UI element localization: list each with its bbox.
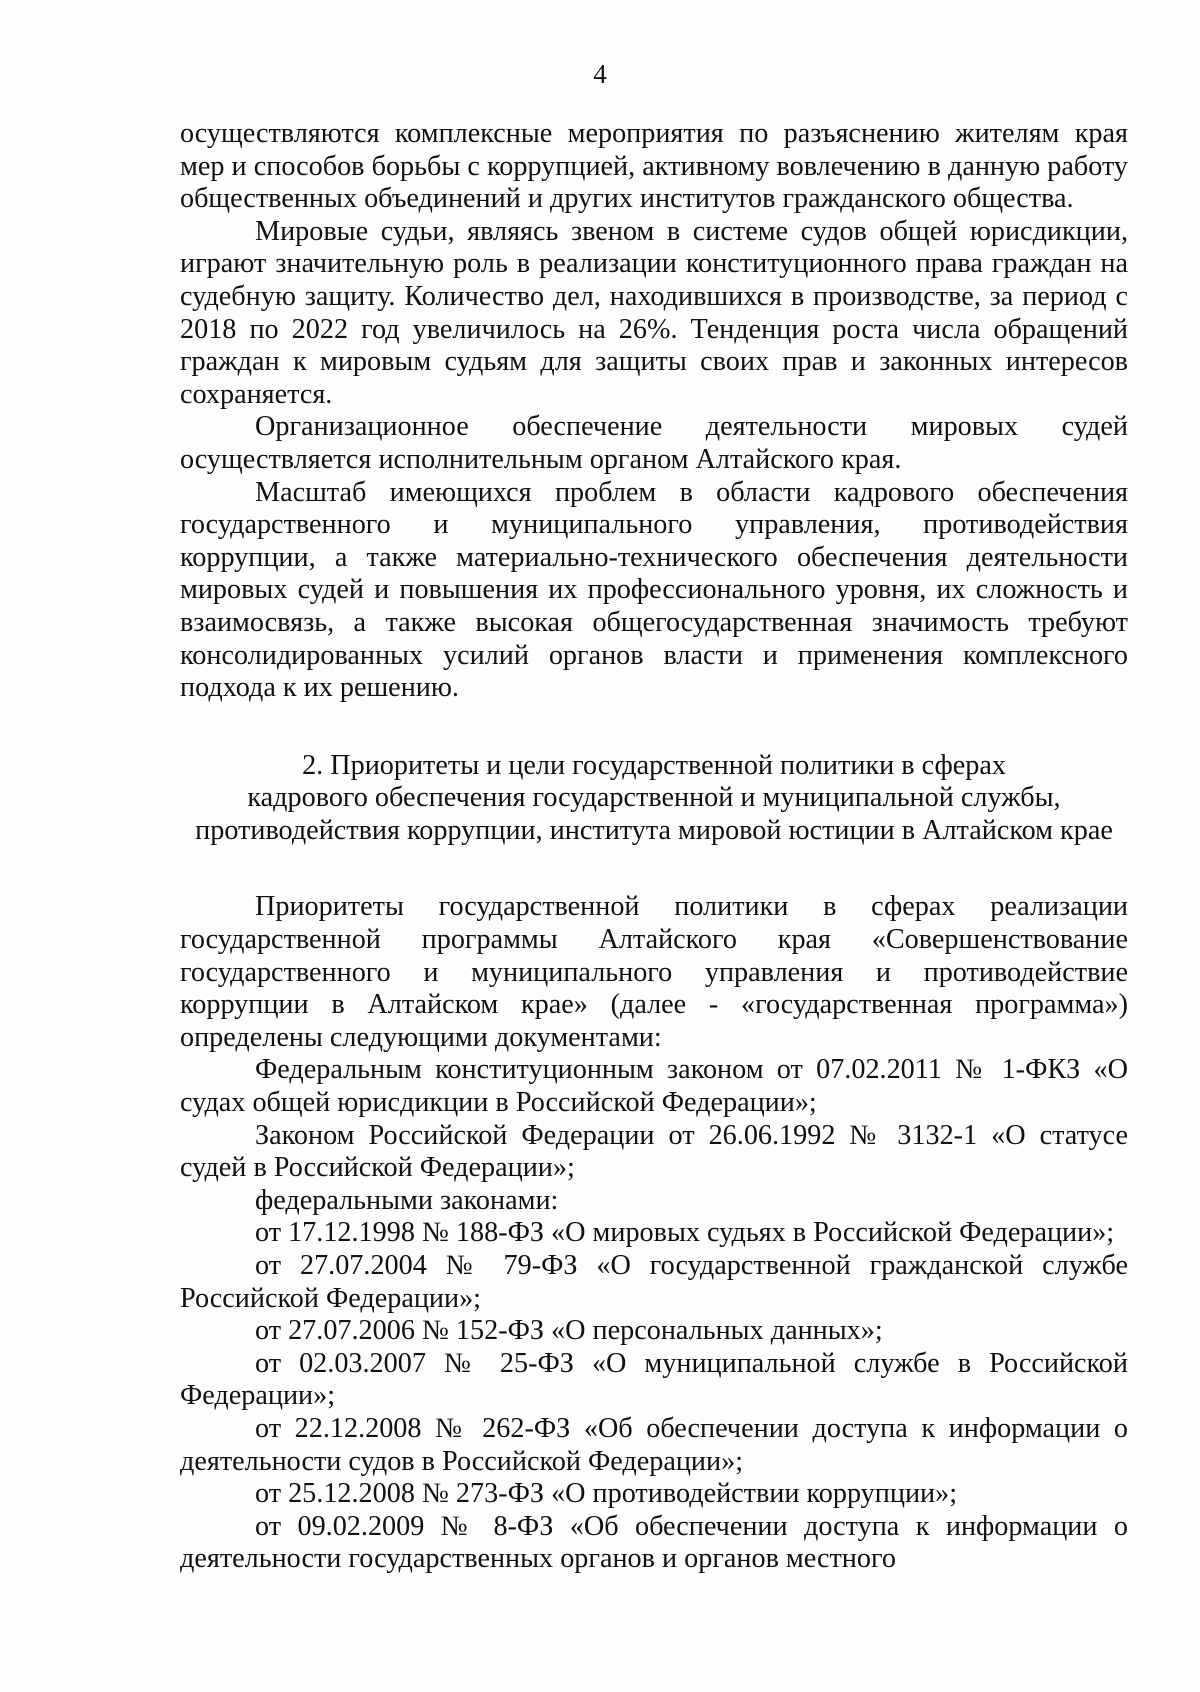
paragraph: Масштаб имеющихся проблем в области кадрового обеспечения государственного и муниципального управления, противодействия коррупции, а также материально-технического обеспечения деятельности мировых судей и повышения их профессионального уровня, их сложность и взаимосвязь, а также высокая общегосударственная значимость требуют консолидированных усилий органов власти и применения комплексного подхода к их решению. [180,476,1128,704]
paragraph: Организационное обеспечение деятельности мировых судей осуществляется исполнительным органом Алтайского края. [180,411,1128,475]
section-heading-line: 2. Приоритеты и цели государственной политики в сферах [302,749,1006,781]
section-heading-line: противодействия коррупции, института мировой юстиции в Алтайском крае [195,814,1113,846]
legal-reference: от 27.07.2004 № 79-ФЗ «О государственной гражданской службе Российской Федерации»; [180,1250,1128,1314]
legal-reference: от 17.12.1998 № 188-ФЗ «О мировых судьях в Российской Федерации»; [255,1217,1115,1249]
legal-reference: Федеральным конституционным законом от 07.02.2011 № 1-ФКЗ «О судах общей юрисдикции в Российской Федерации»; [180,1054,1128,1119]
paragraph: Приоритеты государственной политики в сферах реализации государственной программы Алтайского края «Совершенствование государственного и муниципального управления и противодействие коррупции в Алтайском крае» (далее - «государственная программа») определены следующими документами: [180,891,1128,1053]
page-number: 4 [593,59,607,89]
legal-reference: от 22.12.2008 № 262-ФЗ «Об обеспечении доступа к информации о деятельности судов в Российской Федерации»; [180,1412,1128,1477]
document-body [180,118,1128,1576]
paragraph: федеральными законами: [255,1184,559,1216]
section-heading [180,750,1128,848]
legal-reference: от 25.12.2008 № 273-ФЗ «О противодействии коррупции»; [255,1478,958,1510]
section-heading-line: кадрового обеспечения государственной и муниципальной службы, [247,782,1061,814]
legal-reference: Законом Российской Федерации от 26.06.1992 № 3132-1 «О статусе судей в Российской Федерации»; [180,1119,1128,1184]
legal-reference: от 09.02.2009 № 8-ФЗ «Об обеспечении доступа к информации о деятельности государственных органов и органов местного [180,1510,1128,1575]
legal-reference: от 02.03.2007 № 25-ФЗ «О муниципальной службе в Российской Федерации»; [180,1347,1128,1412]
paragraph: осуществляются комплексные мероприятия по разъяснению жителям края мер и способов борьбы с коррупцией, активному вовлечению в данную работу общественных объединений и других институтов гражданского общества. [180,118,1128,215]
paragraph: Мировые судьи, являясь звеном в системе судов общей юрисдикции, играют значительную роль в реализации конституционного права граждан на судебную защиту. Количество дел, находившихся в производстве, за период с 2018 по 2022 год увеличилось на 26%. Тенденция роста числа обращений граждан к мировым судьям для защиты своих прав и законных интересов сохраняется. [180,215,1128,410]
legal-reference: от 27.07.2006 № 152-ФЗ «О персональных данных»; [255,1315,883,1347]
